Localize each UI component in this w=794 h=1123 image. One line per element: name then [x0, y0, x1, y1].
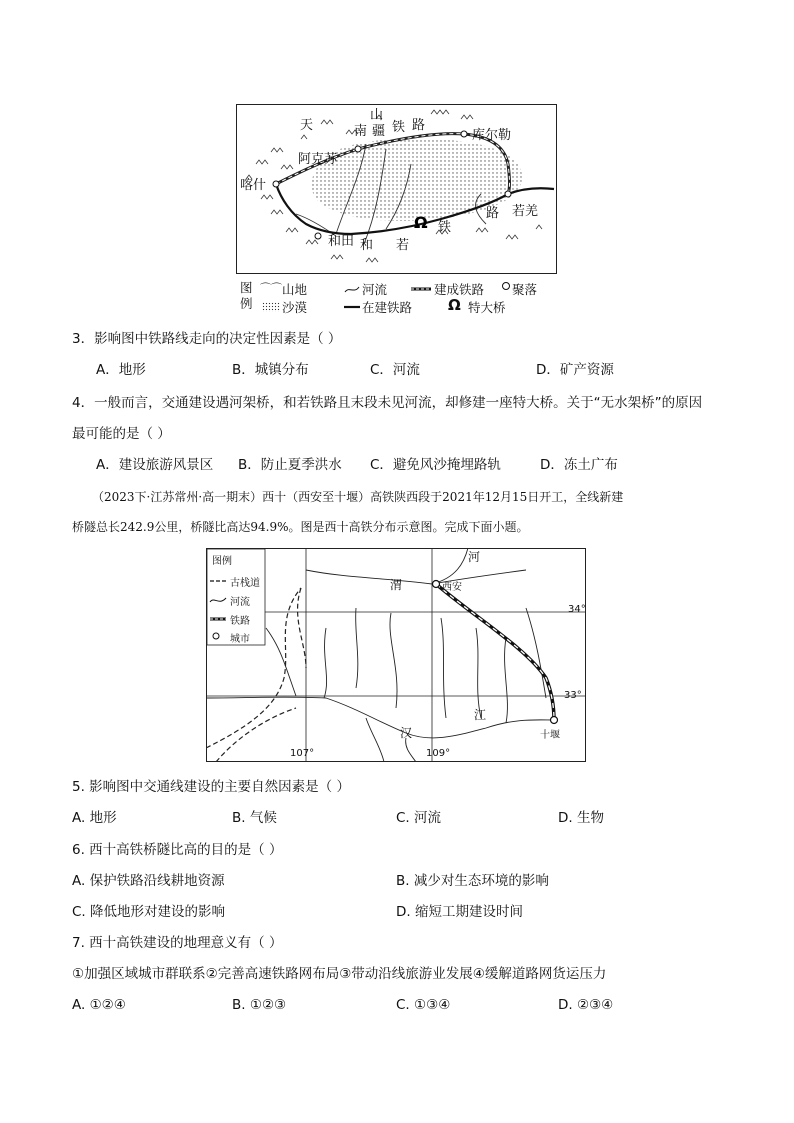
q7-stem: 7. 西十高铁建设的地理意义有（ ） [72, 935, 283, 951]
map2-legend-title: 图例 [212, 556, 232, 567]
q6-stem: 6. 西十高铁桥隧比高的目的是（ ） [72, 842, 283, 858]
q5-option-a[interactable]: A. 地形 [72, 810, 117, 826]
label-nan: 南 [354, 124, 368, 139]
passage-line1: （2023下·江苏常州·高一期末）西十（西安至十堰）高铁陕西段于2021年12月15日开工，全线新建 [92, 490, 624, 504]
q3-option-c[interactable]: C．河流 [370, 362, 420, 378]
legend-desert: 沙漠 [282, 300, 308, 315]
q3-stem: 3．影响图中铁路线走向的决定性因素是（ ） [72, 331, 342, 347]
label-han: 汉 [400, 726, 413, 740]
label-jiang: 疆 [372, 124, 386, 139]
legend-built-rail: 建成铁路 [434, 282, 485, 297]
city-icon [213, 633, 219, 639]
q4-stem-line2: 最可能的是（ ） [72, 426, 171, 442]
label-kuerle: 库尔勒 [472, 128, 512, 143]
xian-marker [433, 581, 440, 588]
label-kashi: 喀什 [240, 178, 267, 193]
q6-option-b[interactable]: B. 减少对生态环境的影响 [396, 873, 549, 889]
label-he: 河 [468, 550, 481, 564]
label-lu2: 路 [486, 206, 500, 221]
label-lon107: 107° [290, 748, 315, 759]
legend-plank-road: 古栈道 [230, 578, 260, 589]
map1-legend [240, 280, 560, 316]
q5-stem: 5. 影响图中交通线建设的主要自然因素是（ ） [72, 779, 350, 795]
q4-option-a[interactable]: A．建设旅游风景区 [96, 457, 214, 473]
passage-line2: 桥隧总长242.9公里，桥隧比高达94.9%。图是西十高铁分布示意图。完成下面小题。 [72, 520, 529, 534]
label-shan: 山 [370, 108, 384, 123]
q3-option-b[interactable]: B．城镇分布 [232, 362, 309, 378]
q5-option-b[interactable]: B. 气候 [232, 810, 277, 826]
legend-railway: 铁路 [230, 616, 250, 627]
q7-option-a[interactable]: A. ①②④ [72, 997, 126, 1013]
desert-icon [262, 302, 280, 312]
q4-option-b[interactable]: B．防止夏季洪水 [238, 457, 342, 473]
q7-option-b[interactable]: B. ①②③ [232, 997, 287, 1013]
legend-city: 城市 [230, 634, 250, 645]
q6-option-c[interactable]: C. 降低地形对建设的影响 [72, 904, 226, 920]
legend-mountain: 山地 [282, 282, 308, 297]
q6-option-d[interactable]: D. 缩短工期建设时间 [396, 904, 523, 920]
mountain-icon: ⌒⌒ [260, 282, 282, 295]
legend-bridge: 特大桥 [468, 300, 506, 315]
q3-option-d[interactable]: D．矿产资源 [536, 362, 614, 378]
label-jiang: 江 [474, 708, 487, 722]
bridge-icon: Ω [448, 296, 461, 314]
label-lu1: 路 [412, 118, 426, 133]
q6-option-a[interactable]: A. 保护铁路沿线耕地资源 [72, 873, 225, 889]
shiyan-marker [551, 717, 558, 724]
label-lat33: 33° [564, 690, 582, 701]
built-rail-icon [410, 285, 432, 293]
q4-option-c[interactable]: C．避免风沙掩埋路轨 [370, 457, 501, 473]
legend-building-rail: 在建铁路 [362, 300, 413, 315]
q7-option-d[interactable]: D. ②③④ [558, 997, 614, 1013]
label-wei: 渭 [390, 578, 403, 592]
q4-option-d[interactable]: D．冻土广布 [540, 457, 618, 473]
q7-statements: ①加强区域城市群联系②完善高速铁路网布局③带动沿线旅游业发展④缓解道路网货运压力 [72, 966, 607, 982]
settlement-icon [502, 282, 510, 290]
building-rail-icon [344, 304, 360, 310]
bridge-symbol: Ω [414, 213, 428, 232]
label-tian: 天 [300, 118, 314, 133]
legend-river: 河流 [362, 282, 388, 297]
q5-option-c[interactable]: C. 河流 [396, 810, 442, 826]
label-xian: 西安 [442, 582, 462, 593]
label-hetian: 和田 [328, 234, 355, 249]
label-ruo: 若 [396, 238, 410, 253]
label-he: 和 [360, 238, 374, 253]
q7-option-c[interactable]: C. ①③④ [396, 997, 451, 1013]
q4-stem-line1: 4．一般而言，交通建设遇河架桥，和若铁路且末段未见河流，却修建一座特大桥。关于“无水架桥”的原因 [72, 395, 703, 411]
legend-title: 图 例 [240, 280, 253, 311]
label-akesu: 阿克苏 [298, 152, 338, 167]
label-tie1: 铁 [392, 120, 406, 135]
q5-option-d[interactable]: D. 生物 [558, 810, 604, 826]
q3-option-a[interactable]: A．地形 [96, 362, 146, 378]
label-shiyan: 十堰 [540, 730, 560, 741]
label-ruoqiang: 若羌 [512, 204, 539, 219]
legend-settlement: 聚落 [512, 282, 538, 297]
legend-river: 河流 [230, 597, 250, 608]
label-lat34: 34° [568, 604, 586, 615]
label-lon109: 109° [426, 748, 451, 759]
map-xinjiang-railway [236, 104, 557, 274]
river-icon [344, 284, 360, 294]
label-tie2: 铁 [438, 220, 452, 235]
map-xishi-railway [206, 548, 586, 762]
